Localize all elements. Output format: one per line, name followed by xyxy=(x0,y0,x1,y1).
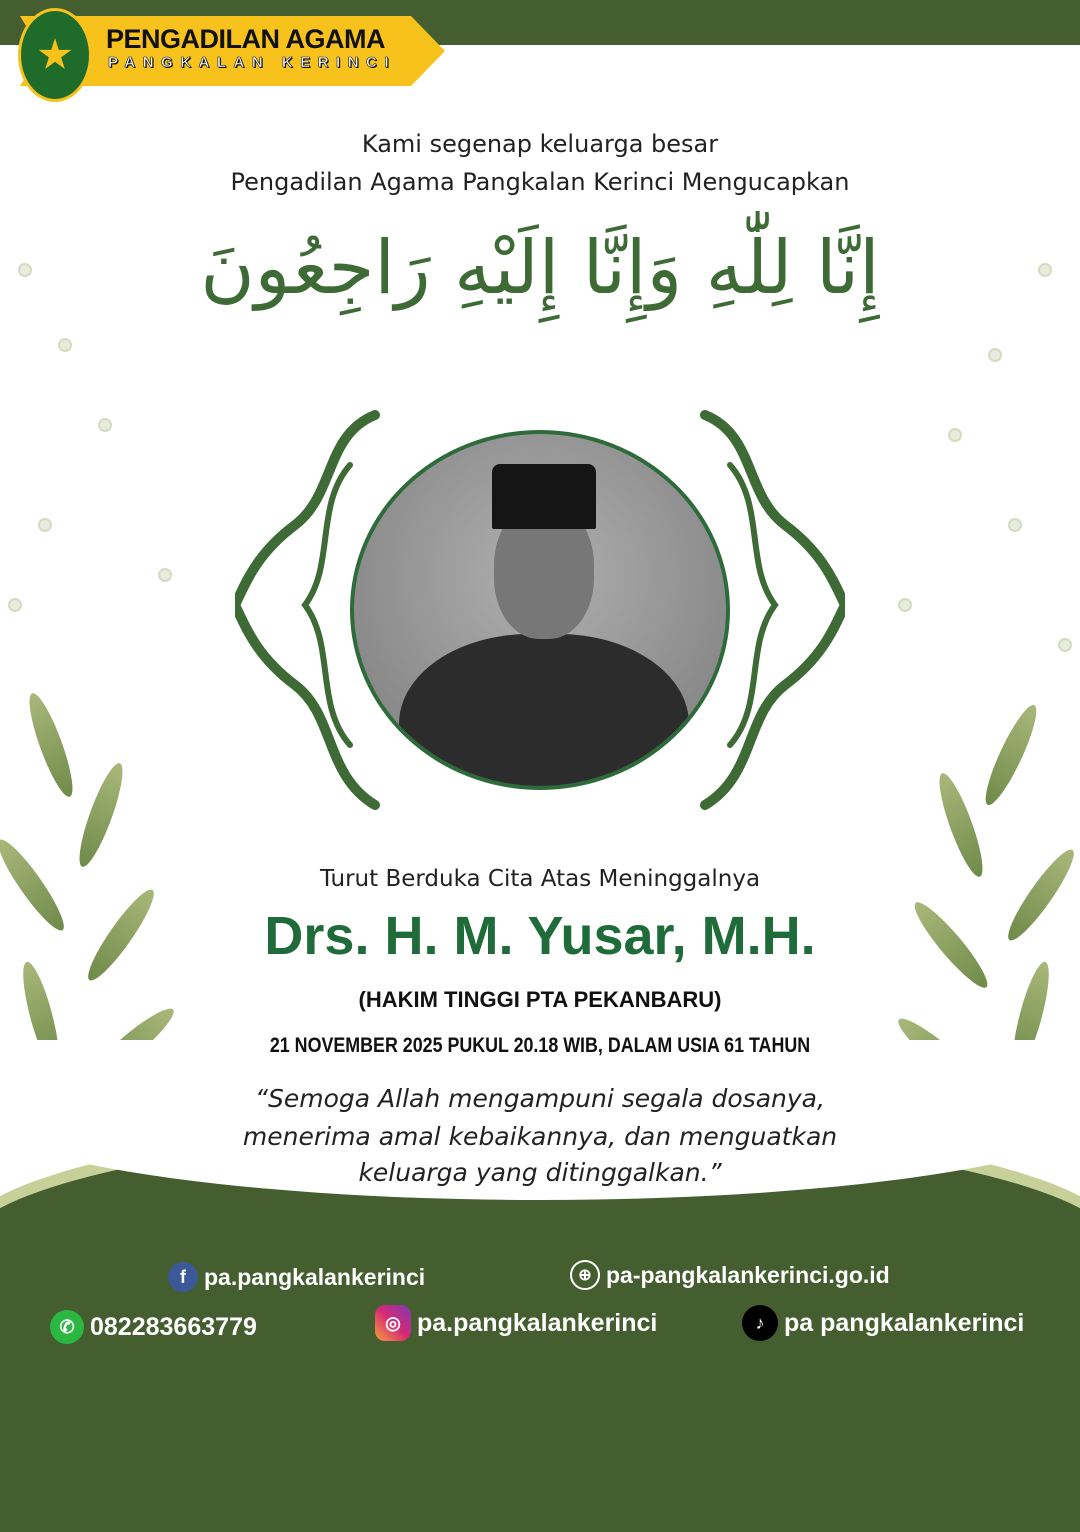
website-url: pa-pangkalankerinci.go.id xyxy=(606,1261,890,1288)
arabic-calligraphy: إِنَّا لِلّٰهِ وَإِنَّا إِلَيْهِ رَاجِعُونَ xyxy=(200,225,880,311)
deceased-name: Drs. H. M. Yusar, M.H. xyxy=(264,906,816,966)
death-date: 21 NOVEMBER 2025 PUKUL 20.18 WIB, DALAM USIA 61 TAHUN xyxy=(269,1034,811,1057)
facebook-handle: pa.pangkalankerinci xyxy=(204,1263,426,1290)
org-name: PENGADILAN AGAMA xyxy=(106,24,385,54)
whatsapp-link[interactable] xyxy=(50,1310,257,1344)
instagram-icon: ◎ xyxy=(375,1305,411,1341)
prayer-line-1: “Semoga Allah mengampuni segala dosanya, xyxy=(255,1084,825,1113)
facebook-link[interactable] xyxy=(168,1262,425,1292)
deceased-photo xyxy=(350,430,730,790)
website-link[interactable] xyxy=(570,1260,890,1290)
condolence-lead: Turut Berduka Cita Atas Meninggalnya xyxy=(319,866,761,892)
facebook-icon: f xyxy=(168,1262,198,1292)
deceased-position: (HAKIM TINGGI PTA PEKANBARU) xyxy=(358,987,722,1012)
court-logo xyxy=(18,8,92,102)
tiktok-icon: ♪ xyxy=(742,1305,778,1341)
prayer-line-2: menerima amal kebaikannya, dan menguatkan xyxy=(242,1122,838,1151)
tiktok-handle: pa pangkalankerinci xyxy=(784,1308,1025,1337)
intro-line-1: Kami segenap keluarga besar xyxy=(361,130,719,158)
globe-icon: ⊕ xyxy=(570,1260,600,1290)
instagram-handle: pa.pangkalankerinci xyxy=(417,1308,658,1337)
tiktok-link[interactable] xyxy=(742,1305,1024,1341)
prayer-line-3: keluarga yang ditinggalkan.” xyxy=(358,1158,722,1187)
whatsapp-number: 082283663779 xyxy=(90,1312,257,1341)
intro-line-2: Pengadilan Agama Pangkalan Kerinci Mengucapkan xyxy=(230,168,850,196)
star-emblem-icon xyxy=(38,38,72,72)
instagram-link[interactable] xyxy=(375,1305,657,1341)
whatsapp-phone-icon: ✆ xyxy=(50,1310,84,1344)
org-location: PANGKALAN KERINCI xyxy=(108,54,397,71)
